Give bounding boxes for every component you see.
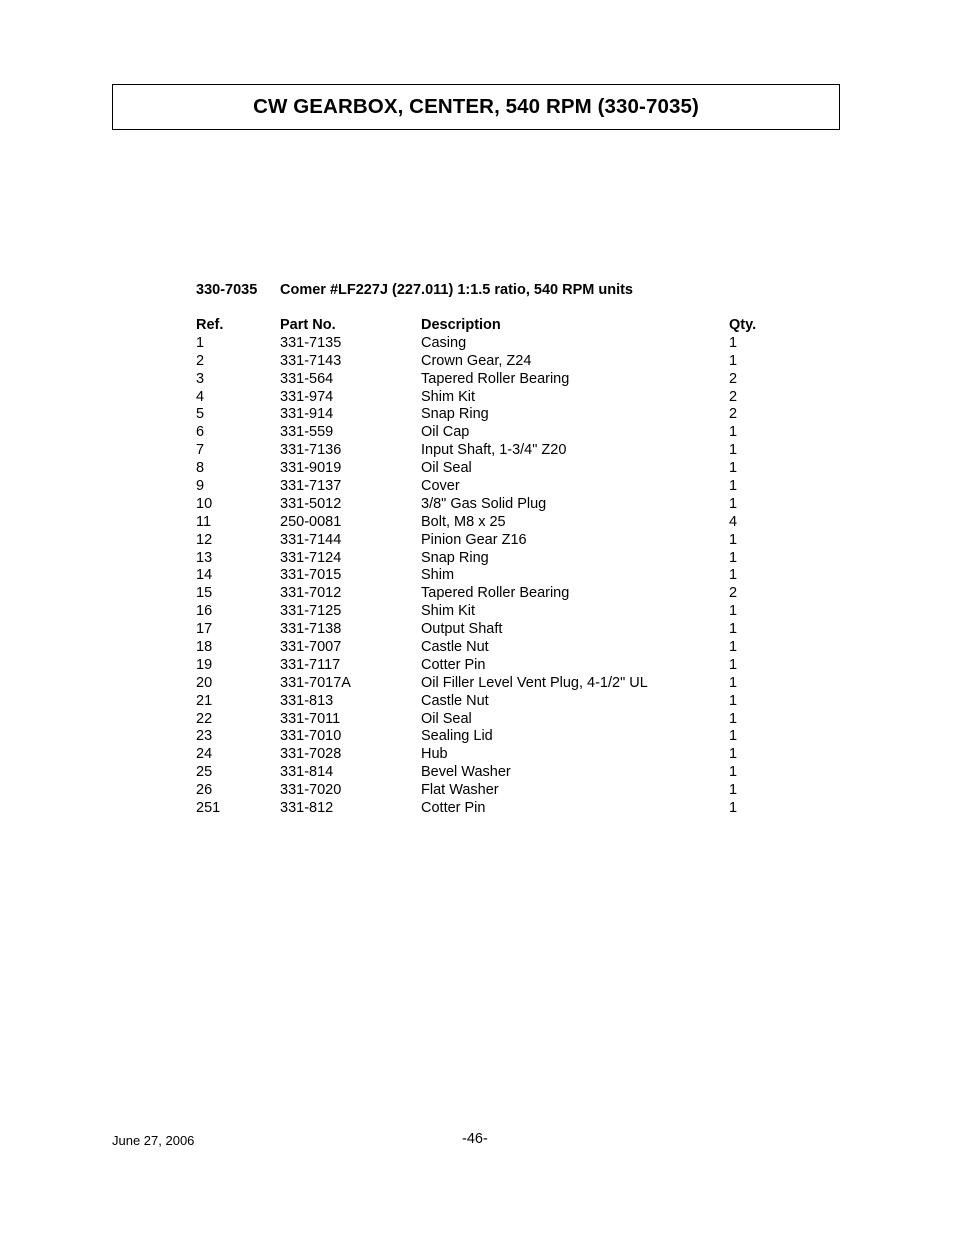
table-row	[196, 639, 796, 657]
table-row	[196, 657, 796, 675]
table-row	[196, 389, 796, 407]
table-row	[196, 585, 796, 603]
cell-ref: 6	[196, 424, 205, 441]
cell-qty: 1	[729, 424, 738, 441]
cell-ref: 18	[196, 639, 213, 656]
cell-ref: 14	[196, 567, 213, 584]
cell-part: 331-813	[280, 692, 334, 709]
cell-ref: 1	[196, 334, 205, 351]
cell-description: Bevel Washer	[421, 764, 511, 781]
cell-qty: 2	[729, 406, 738, 423]
page-number: -46-	[462, 1131, 488, 1147]
cell-ref: 21	[196, 692, 213, 709]
cell-qty: 1	[729, 692, 738, 709]
header-part: Part No.	[280, 317, 336, 333]
cell-description: Shim Kit	[421, 603, 475, 620]
footer-date: June 27, 2006	[112, 1133, 195, 1148]
table-row	[196, 442, 796, 460]
cell-description: Sealing Lid	[421, 728, 493, 745]
cell-ref: 13	[196, 549, 213, 566]
cell-part: 331-7011	[280, 710, 341, 727]
cell-description: Oil Cap	[421, 424, 470, 441]
cell-part: 250-0081	[280, 513, 342, 530]
table-row	[196, 728, 796, 746]
cell-ref: 3	[196, 370, 205, 387]
cell-part: 331-914	[280, 406, 334, 423]
cell-part: 331-974	[280, 388, 334, 405]
table-row	[196, 603, 796, 621]
assembly-number: 330-7035	[196, 282, 258, 298]
table-body	[196, 335, 796, 818]
header-description: Description	[421, 317, 501, 333]
cell-description: Cover	[421, 478, 460, 495]
cell-qty: 1	[729, 674, 738, 691]
cell-part: 331-9019	[280, 460, 342, 477]
cell-part: 331-7136	[280, 442, 342, 459]
cell-qty: 4	[729, 513, 738, 530]
cell-ref: 11	[196, 513, 212, 530]
page-title: CW GEARBOX, CENTER, 540 RPM (330-7035)	[253, 95, 699, 118]
cell-description: 3/8" Gas Solid Plug	[421, 495, 547, 512]
cell-ref: 2	[196, 352, 205, 369]
cell-description: Castle Nut	[421, 692, 489, 709]
cell-qty: 2	[729, 388, 738, 405]
cell-part: 331-7135	[280, 334, 342, 351]
cell-part: 331-559	[280, 424, 334, 441]
cell-description: Oil Seal	[421, 710, 472, 727]
cell-qty: 1	[729, 621, 738, 638]
table-row	[196, 764, 796, 782]
cell-qty: 1	[729, 639, 738, 656]
table-row	[196, 424, 796, 442]
cell-description: Output Shaft	[421, 621, 503, 638]
cell-qty: 1	[729, 334, 738, 351]
cell-qty: 1	[729, 603, 738, 620]
cell-description: Cotter Pin	[421, 800, 486, 817]
cell-qty: 1	[729, 567, 738, 584]
cell-ref: 25	[196, 764, 213, 781]
cell-qty: 1	[729, 656, 738, 673]
cell-qty: 1	[729, 460, 738, 477]
cell-description: Shim	[421, 567, 455, 584]
cell-ref: 22	[196, 710, 213, 727]
cell-qty: 1	[729, 442, 738, 459]
cell-description: Snap Ring	[421, 549, 489, 566]
cell-qty: 1	[729, 549, 738, 566]
assembly-description: Comer #LF227J (227.011) 1:1.5 ratio, 540 RPM units	[280, 282, 633, 298]
cell-ref: 15	[196, 585, 213, 602]
cell-description: Castle Nut	[421, 639, 489, 656]
cell-description: Oil Seal	[421, 460, 472, 477]
cell-part: 331-7124	[280, 549, 342, 566]
cell-part: 331-7007	[280, 639, 342, 656]
cell-qty: 1	[729, 746, 738, 763]
table-row	[196, 782, 796, 800]
cell-qty: 1	[729, 764, 738, 781]
table-row	[196, 478, 796, 496]
table-row	[196, 532, 796, 550]
cell-qty: 2	[729, 370, 738, 387]
cell-ref: 26	[196, 782, 213, 799]
cell-part: 331-7125	[280, 603, 342, 620]
cell-part: 331-814	[280, 764, 334, 781]
cell-part: 331-7028	[280, 746, 342, 763]
table-row	[196, 621, 796, 639]
table-row	[196, 371, 796, 389]
cell-ref: 16	[196, 603, 213, 620]
table-row	[196, 460, 796, 478]
table-row	[196, 693, 796, 711]
table-row	[196, 514, 796, 532]
cell-qty: 1	[729, 531, 738, 548]
cell-part: 331-7010	[280, 728, 342, 745]
cell-ref: 23	[196, 728, 213, 745]
header-qty: Qty.	[729, 317, 757, 333]
cell-part: 331-812	[280, 800, 334, 817]
table-row	[196, 550, 796, 568]
cell-qty: 1	[729, 782, 738, 799]
cell-part: 331-7012	[280, 585, 342, 602]
cell-part: 331-7143	[280, 352, 342, 369]
cell-ref: 4	[196, 388, 205, 405]
cell-ref: 20	[196, 674, 213, 691]
cell-description: Tapered Roller Bearing	[421, 370, 570, 387]
cell-description: Flat Washer	[421, 782, 499, 799]
cell-ref: 8	[196, 460, 205, 477]
table-row	[196, 746, 796, 764]
cell-qty: 2	[729, 585, 738, 602]
cell-description: Cotter Pin	[421, 656, 486, 673]
cell-part: 331-7137	[280, 478, 342, 495]
table-row	[196, 800, 796, 818]
table-row	[196, 406, 796, 424]
cell-description: Tapered Roller Bearing	[421, 585, 570, 602]
cell-description: Shim Kit	[421, 388, 475, 405]
cell-description: Snap Ring	[421, 406, 489, 423]
cell-part: 331-7144	[280, 531, 342, 548]
cell-part: 331-7017A	[280, 674, 351, 691]
cell-part: 331-7138	[280, 621, 342, 638]
table-row	[196, 335, 796, 353]
cell-ref: 9	[196, 478, 205, 495]
cell-qty: 1	[729, 352, 738, 369]
cell-qty: 1	[729, 800, 738, 817]
cell-part: 331-7020	[280, 782, 342, 799]
cell-ref: 19	[196, 656, 213, 673]
table-row	[196, 711, 796, 729]
header-ref: Ref.	[196, 317, 224, 333]
cell-ref: 24	[196, 746, 213, 763]
table-row	[196, 353, 796, 371]
cell-description: Hub	[421, 746, 448, 763]
cell-ref: 251	[196, 800, 221, 817]
cell-part: 331-7015	[280, 567, 342, 584]
cell-ref: 5	[196, 406, 205, 423]
assembly-line	[196, 281, 796, 299]
cell-part: 331-7117	[280, 656, 341, 673]
cell-description: Bolt, M8 x 25	[421, 513, 506, 530]
cell-ref: 7	[196, 442, 205, 459]
parts-table	[196, 317, 796, 818]
title-box	[112, 84, 840, 130]
cell-qty: 1	[729, 495, 738, 512]
cell-ref: 10	[196, 495, 213, 512]
cell-ref: 12	[196, 531, 213, 548]
cell-description: Pinion Gear Z16	[421, 531, 527, 548]
cell-qty: 1	[729, 728, 738, 745]
table-header	[196, 317, 796, 335]
cell-description: Casing	[421, 334, 467, 351]
cell-description: Input Shaft, 1-3/4" Z20	[421, 442, 567, 459]
cell-ref: 17	[196, 621, 213, 638]
cell-description: Crown Gear, Z24	[421, 352, 532, 369]
table-row	[196, 567, 796, 585]
cell-qty: 1	[729, 478, 738, 495]
table-row	[196, 496, 796, 514]
table-row	[196, 675, 796, 693]
cell-part: 331-564	[280, 370, 334, 387]
cell-description: Oil Filler Level Vent Plug, 4-1/2" UL	[421, 674, 648, 691]
cell-qty: 1	[729, 710, 738, 727]
cell-part: 331-5012	[280, 495, 342, 512]
